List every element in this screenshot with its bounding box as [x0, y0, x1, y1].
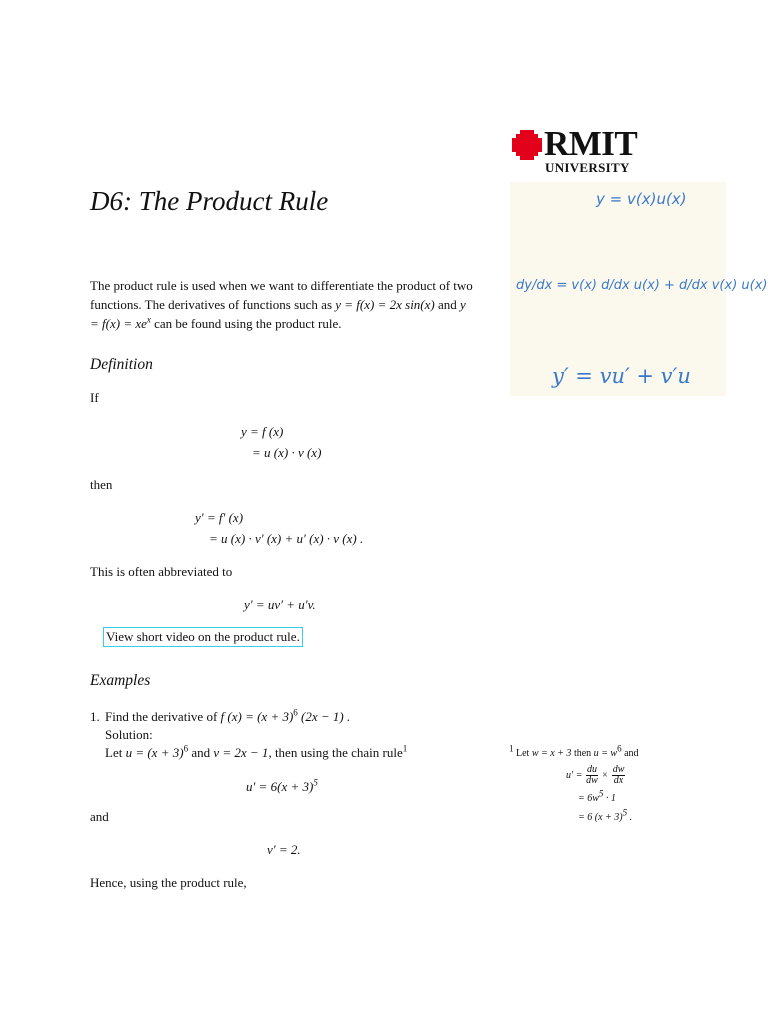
frac-dw: dw — [586, 775, 598, 786]
frac-du-dw — [586, 765, 598, 786]
find-math-a: f (x) = (x + 3) — [220, 709, 294, 724]
let-line — [105, 745, 407, 761]
intro-paragraph — [90, 276, 475, 333]
example-find-line — [105, 709, 350, 725]
frac-dw2: dw — [612, 764, 625, 775]
let-math-v: v = 2x − 1 — [213, 745, 269, 760]
footnote-mark: 1 — [509, 743, 514, 754]
footnote-chain-eq — [566, 765, 626, 786]
logo-sub: UNIVERSITY — [545, 160, 630, 175]
definition-then: then — [90, 477, 113, 492]
eq-y-f: y = f (x) — [241, 424, 284, 439]
eq-uprime — [246, 779, 318, 795]
find-math-b: (2x − 1) . — [297, 709, 351, 724]
rmit-logo — [512, 124, 638, 176]
frac-dx: dx — [613, 775, 624, 786]
footnote-line3-b: · 1 — [603, 793, 616, 804]
solution-label: Solution: — [105, 727, 153, 742]
footnote-math-sup: 6 — [617, 743, 622, 754]
footnote-line1 — [509, 743, 639, 759]
footnote-line3-a: = 6w — [578, 793, 599, 804]
footnote-line4-a: = 6 (x + 3) — [578, 812, 623, 823]
intro-text-2: and — [434, 297, 461, 312]
footnote-line4-b: . — [627, 812, 633, 823]
eq-yprime-expanded: = u (x) · v′ (x) + u′ (x) · v (x) . — [209, 531, 364, 546]
let-math-u: u = (x + 3) — [125, 745, 184, 760]
formula-image-line3: y′ = vu′ + v′u — [552, 364, 691, 388]
definition-if: If — [90, 390, 99, 405]
formula-image — [510, 182, 768, 396]
eq-u-v: = u (x) · v (x) — [252, 445, 322, 460]
let-text-a: Let — [105, 745, 126, 760]
footnote-lhs: u′ = — [566, 769, 583, 781]
frac-dw-dx — [612, 765, 626, 786]
find-text: Find the derivative of — [105, 709, 221, 724]
intro-math-1: y = f(x) = 2x sin(x) — [335, 297, 435, 312]
eq-uprime-body: u′ = 6(x + 3) — [246, 779, 314, 794]
eq-vprime: v′ = 2. — [267, 842, 301, 857]
footnote-line4 — [578, 807, 633, 823]
eq-yprime-short: y′ = uv′ + u′v. — [244, 597, 316, 612]
footnote-text-a: Let — [513, 748, 532, 759]
logo-name: RMIT — [544, 124, 638, 163]
intro-math-2: y = f(x) = xe — [90, 297, 466, 331]
footnote-ref[interactable]: 1 — [402, 743, 408, 754]
let-text-c: , then using the chain rule — [268, 745, 403, 760]
let-text-b: and — [188, 745, 214, 760]
times-sign: × — [601, 769, 609, 781]
footnote-text-b: then — [571, 748, 594, 759]
rmit-pixel-icon — [512, 130, 542, 160]
footnote-text-c: and — [621, 748, 639, 759]
intro-text-3: can be found using the product rule. — [150, 316, 342, 331]
frac-du: du — [586, 764, 597, 775]
definition-heading: Definition — [90, 356, 153, 373]
let-math-sup: 6 — [183, 743, 189, 754]
example-item-number: 1. — [90, 709, 100, 724]
intro-math-2-sup: x — [146, 314, 151, 325]
footnote-line4-sup: 5 — [622, 807, 628, 818]
and-text: and — [90, 809, 109, 824]
hence-text: Hence, using the product rule, — [90, 875, 247, 890]
eq-uprime-sup: 5 — [313, 777, 318, 788]
formula-image-line2: dy/dx = v(x) d/dx u(x) + d/dx v(x) u(x) — [516, 278, 768, 293]
abbrev-text: This is often abbreviated to — [90, 564, 233, 579]
page-title: D6: The Product Rule — [90, 186, 329, 216]
formula-image-line1: y = v(x)u(x) — [596, 190, 687, 208]
footnote-math-w: w = x + 3 — [531, 748, 572, 759]
video-link[interactable]: View short video on the product rule. — [103, 627, 303, 647]
eq-yprime-fprime: y′ = f′ (x) — [195, 510, 244, 525]
intro-text-1: The product rule is used when we want to differentiate the product of two functions. The derivatives of functions such as — [90, 278, 473, 312]
find-math-sup: 6 — [293, 707, 298, 718]
footnote-line3 — [578, 788, 616, 804]
footnote-math-u: u = w — [593, 748, 618, 759]
footnote-line3-sup: 5 — [598, 788, 604, 799]
examples-heading: Examples — [90, 672, 151, 689]
